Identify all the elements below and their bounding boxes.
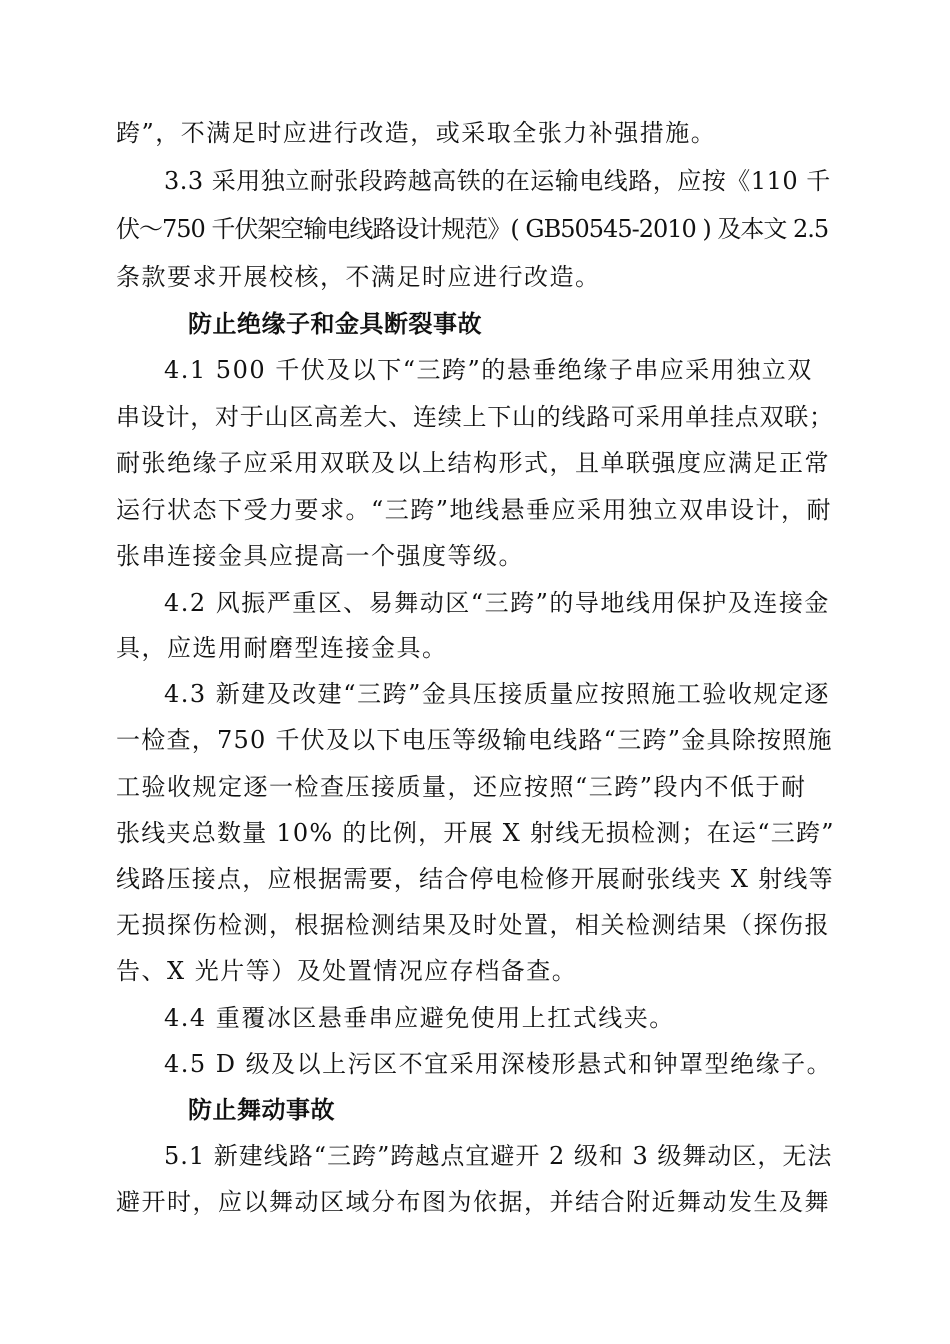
text-line: 3.3 采用独立耐张段跨越高铁的在运输电线路，应按《110 千 [164,167,831,195]
text-line: 避开时，应以舞动区域分布图为依据，并结合附近舞动发生及舞 [116,1188,830,1216]
text-line: 耐张绝缘子应采用双联及以上结构形式，且单联强度应满足正常 [116,449,830,477]
text-line: 4.1 500 千伏及以下“三跨”的悬垂绝缘子串应采用独立双 [164,356,813,384]
text-line: 4.2 风振严重区、易舞动区“三跨”的导地线用保护及连接金 [164,589,830,617]
text-line: 工验收规定逐一检查压接质量，还应按照“三跨”段内不低于耐 [116,773,807,801]
section-heading: 防止绝缘子和金具断裂事故 [188,309,482,338]
text-line: 一检查，750 千伏及以下电压等级输电线路“三跨”金具除按照施 [116,726,833,754]
text-line: 4.3 新建及改建“三跨”金具压接质量应按照施工验收规定逐 [164,680,830,708]
text-line: 具，应选用耐磨型连接金具。 [116,634,448,662]
text-line: 线路压接点，应根据需要，结合停电检修开展耐张线夹 X 射线等 [116,865,834,893]
text-line: 串设计，对于山区高差大、连续上下山的线路可采用单挂点双联； [116,403,834,431]
text-line: 4.5 D 级及以上污区不宜采用深棱形悬式和钟罩型绝缘子。 [164,1050,833,1078]
text-line: 跨”，不满足时应进行改造，或采取全张力补强措施。 [116,119,717,147]
section-heading: 防止舞动事故 [188,1095,335,1124]
text-line: 条款要求开展校核，不满足时应进行改造。 [116,263,601,291]
text-line: 无损探伤检测，根据检测结果及时处置，相关检测结果（探伤报 [116,911,830,939]
text-line: 告、X 光片等）及处置情况应存档备查。 [116,957,578,985]
text-line: 5.1 新建线路“三跨”跨越点宜避开 2 级和 3 级舞动区，无法 [164,1142,833,1170]
text-line: 运行状态下受力要求。“三跨”地线悬垂应采用独立双串设计，耐 [116,496,833,524]
text-line: 伏～750 千伏架空输电线路设计规范》( GB50545-2010 ) 及本文 2.5 [116,215,829,243]
text-line: 张线夹总数量 10% 的比例，开展 X 射线无损检测；在运“三跨” [116,819,835,847]
text-line: 4.4 重覆冰区悬垂串应避免使用上扛式线夹。 [164,1004,675,1032]
text-line: 张串连接金具应提高一个强度等级。 [116,542,524,570]
